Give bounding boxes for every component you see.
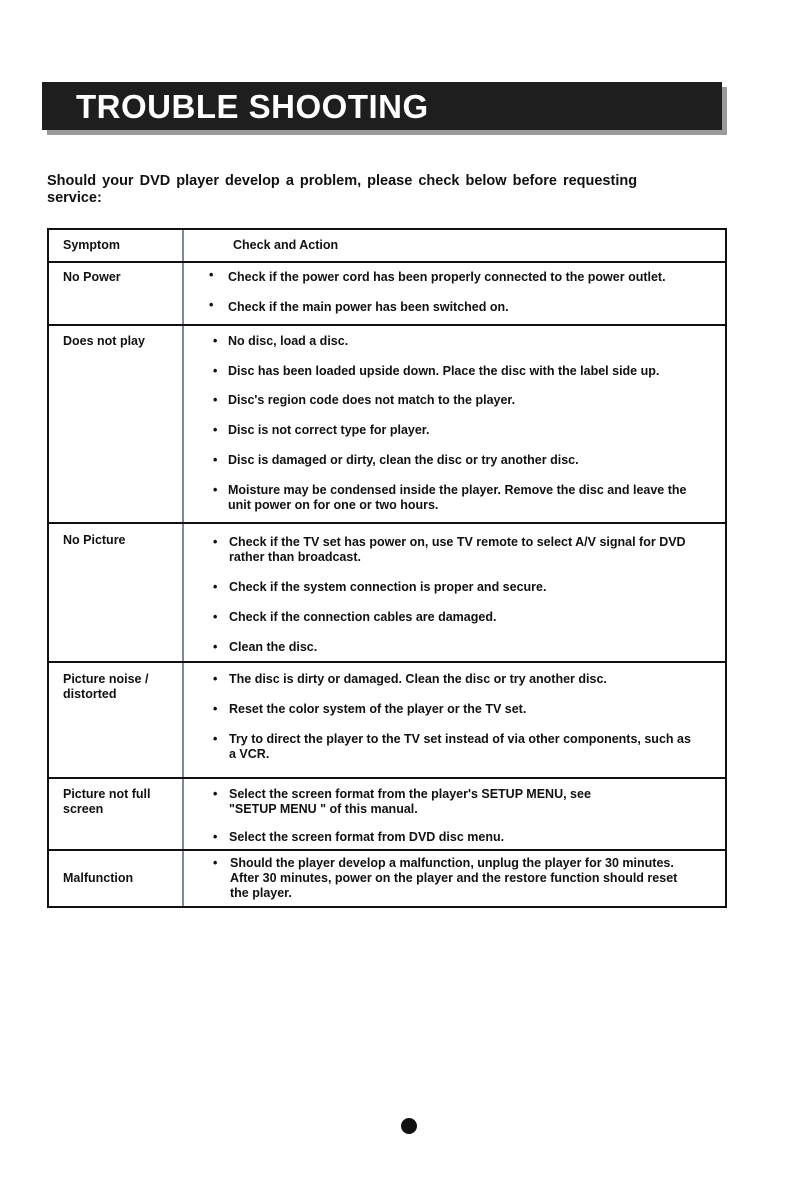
action-text: No disc, load a disc. xyxy=(228,334,349,348)
action-text: Select the screen format from DVD disc menu. xyxy=(229,830,505,844)
bullet: • xyxy=(213,830,218,844)
symptom-not-full-screen: Picture not full screen xyxy=(63,787,151,816)
action-text: Moisture may be condensed inside the player. Remove the disc and leave the unit power on for one or two hours. xyxy=(228,483,687,512)
bullet: • xyxy=(213,640,218,654)
action-text: Check if the power cord has been properly connected to the power outlet. xyxy=(228,270,666,284)
intro-text: Should your DVD player develop a problem, please check below before requesting service: xyxy=(47,173,638,206)
troubleshooting-table xyxy=(47,228,727,908)
action-text: Check if the connection cables are damaged. xyxy=(229,610,497,624)
row-separator xyxy=(49,522,725,524)
bullet: • xyxy=(213,702,218,716)
bullet: • xyxy=(213,334,218,348)
action-text: Check if the system connection is proper and secure. xyxy=(229,580,547,594)
symptom-does-not-play: Does not play xyxy=(63,334,145,348)
row-separator xyxy=(49,661,725,663)
action-text: Select the screen format from the player's SETUP MENU, see "SETUP MENU " of this manual. xyxy=(229,787,591,816)
row-separator xyxy=(49,849,725,851)
row-separator xyxy=(49,777,725,779)
bullet: • xyxy=(209,298,214,312)
title-bar xyxy=(42,82,722,130)
row-separator xyxy=(49,324,725,326)
action-text: Reset the color system of the player or the TV set. xyxy=(229,702,527,716)
action-text: Should the player develop a malfunction, unplug the player for 30 minutes. After 30 minutes, power on the player and the restore function should reset the player. xyxy=(230,856,678,900)
bullet: • xyxy=(213,535,218,549)
bullet: • xyxy=(209,268,214,282)
action-text: Disc is not correct type for player. xyxy=(228,423,430,437)
bullet: • xyxy=(213,453,218,467)
action-text: Disc is damaged or dirty, clean the disc or try another disc. xyxy=(228,453,579,467)
symptom-malfunction: Malfunction xyxy=(63,871,134,885)
bullet: • xyxy=(213,672,218,686)
bullet: • xyxy=(213,610,218,624)
page-marker-dot xyxy=(401,1118,417,1134)
action-text: Disc has been loaded upside down. Place the disc with the label side up. xyxy=(228,364,660,378)
header-check-action: Check and Action xyxy=(233,238,339,252)
bullet: • xyxy=(213,732,218,746)
row-separator xyxy=(49,261,725,263)
bullet: • xyxy=(213,423,218,437)
action-text: Disc's region code does not match to the player. xyxy=(228,393,516,407)
action-text: Clean the disc. xyxy=(229,640,318,654)
symptom-no-picture: No Picture xyxy=(63,533,126,547)
bullet: • xyxy=(213,787,218,801)
symptom-picture-noise: Picture noise / distorted xyxy=(63,672,149,701)
action-text: Try to direct the player to the TV set instead of via other components, such as a VCR. xyxy=(229,732,691,761)
bullet: • xyxy=(213,856,218,870)
header-symptom: Symptom xyxy=(63,238,120,252)
action-text: Check if the TV set has power on, use TV remote to select A/V signal for DVD rather than broadcast. xyxy=(229,535,686,564)
symptom-no-power: No Power xyxy=(63,270,121,284)
bullet: • xyxy=(213,483,218,497)
action-text: Check if the main power has been switched on. xyxy=(228,300,509,314)
action-text: The disc is dirty or damaged. Clean the disc or try another disc. xyxy=(229,672,607,686)
bullet: • xyxy=(213,393,218,407)
column-divider xyxy=(182,230,184,906)
bullet: • xyxy=(213,364,218,378)
bullet: • xyxy=(213,580,218,594)
page-title: TROUBLE SHOOTING xyxy=(76,88,429,125)
